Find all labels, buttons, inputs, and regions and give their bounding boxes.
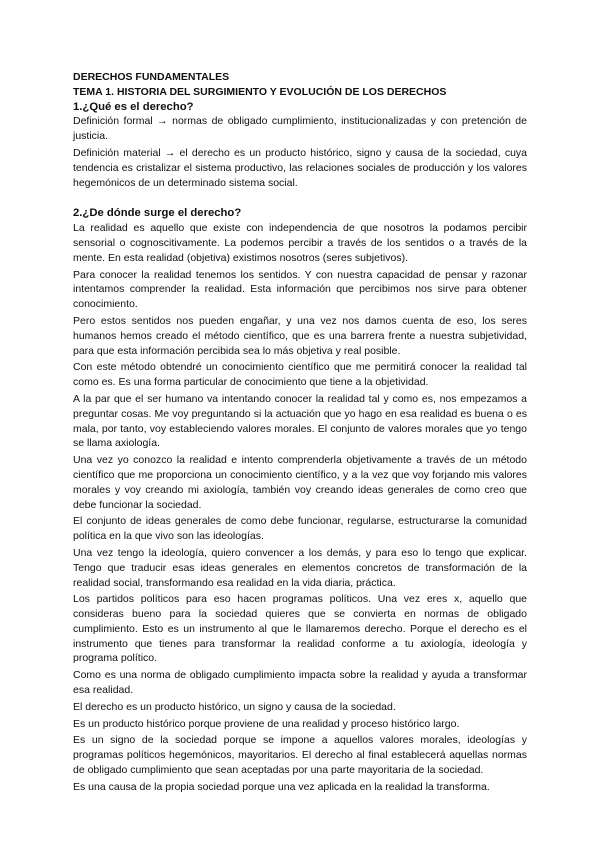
paragraph: Definición material → el derecho es un producto histórico, signo y causa de la sociedad, cuya tendencia es cristalizar el sistema productivo, las relaciones sociales de producción y los valores hegemónicos de un determinado sistema social.	[73, 146, 527, 189]
paragraph: A la par que el ser humano va intentando conocer la realidad tal y como es, nos empezamos a preguntar cosas. Me voy preguntando si la actuación que yo hago en esa realidad es buena o es mala, por tanto, voy estableciendo valores morales. El conjunto de valores morales que yo tengo se llama axiología.	[73, 392, 527, 450]
paragraph: Es un producto histórico porque proviene de una realidad y proceso histórico largo.	[73, 717, 460, 730]
paragraph: Es un signo de la sociedad porque se impone a aquellos valores morales, ideologías y programas políticos hegemónicos, mayoritarios. El derecho al final establecerá aquellas normas de obligado cumplimiento que sean aceptadas por una parte mayoritaria de la sociedad.	[73, 734, 527, 777]
paragraph: Los partidos políticos para eso hacen programas políticos. Una vez eres x, aquello que consideras bueno para la sociedad quieres que se convierta en normas de obligado cumplimiento. Esto es un instrumento al que le llamaremos derecho. Porque el derecho es el instrumento que tienes para transformar la realidad conforme a tu axiología, ideología y programa político.	[73, 593, 527, 665]
paragraph: La realidad es aquello que existe con independencia de que nosotros la podamos percibir sensorial o cognoscitivamente. La podemos percibir a través de los sentidos o a través de la mente. En esta realidad (objetiva) existimos nosotros (seres subjetivos).	[73, 222, 527, 264]
section-1-heading: 1.¿Qué es el derecho?	[73, 100, 194, 113]
paragraph: El conjunto de ideas generales de como debe funcionar, regularse, estructurarse la comunidad política en la que vivo son las ideologías.	[73, 515, 527, 543]
paragraph: El derecho es un producto histórico, un signo y causa de la sociedad.	[73, 700, 396, 713]
document-title: DERECHOS FUNDAMENTALES	[73, 71, 230, 83]
paragraph: Con este método obtendré un conocimiento científico que me permitirá conocer la realidad tal como es. Es una forma particular de conocimiento que tiene a la objetividad.	[73, 361, 527, 389]
section-gap	[73, 192, 527, 206]
paragraph: Pero estos sentidos nos pueden engañar, y una vez nos damos cuenta de eso, los seres humanos hemos creado el método científico, que es una barrera frente a nuestra subjetividad, para que esta información percibida sea lo más objetiva y real posible.	[73, 314, 527, 357]
document-page	[73, 70, 527, 797]
section-2-heading: 2.¿De dónde surge el derecho?	[73, 207, 242, 220]
paragraph: Como es una norma de obligado cumplimiento impacta sobre la realidad y ayuda a transformar esa realidad.	[73, 669, 527, 697]
paragraph: Una vez yo conozco la realidad e intento comprenderla objetivamente a través de un método científico que me proporciona un conocimiento científico, y a la vez que voy forjando mis valores morales y voy creando mi axiología, también voy creando ideas generales de como creo que debe funcionar la sociedad.	[73, 454, 527, 511]
paragraph: Es una causa de la propia sociedad porque una vez aplicada en la realidad la transforma.	[73, 780, 490, 793]
paragraph: Una vez tengo la ideología, quiero convencer a los demás, y para eso lo tengo que explicar. Tengo que traducir esas ideas generales en elementos concretos de transformación de la realidad social, transformando esa realidad en la vida diaria, práctica.	[73, 546, 527, 589]
paragraph: Definición formal → normas de obligado cumplimiento, institucionalizadas y con pretención de justicia.	[73, 115, 527, 143]
topic-heading: TEMA 1. HISTORIA DEL SURGIMIENTO Y EVOLUCIÓN DE LOS DERECHOS	[73, 85, 447, 98]
paragraph: Para conocer la realidad tenemos los sentidos. Y con nuestra capacidad de pensar y razonar intentamos comprender la realidad. Esta información que percibimos nos sirve para obtener conocimiento.	[73, 268, 527, 311]
